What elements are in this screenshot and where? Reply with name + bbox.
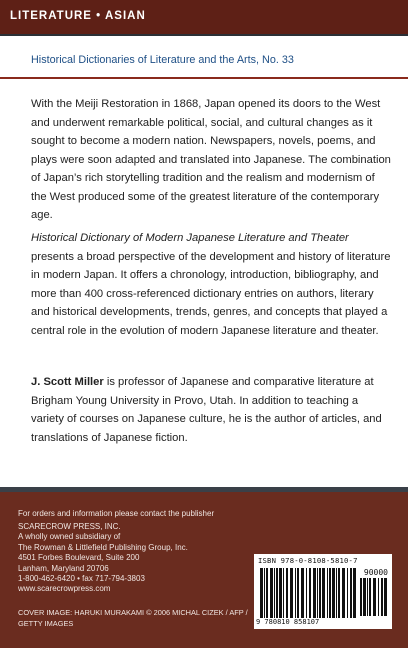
summary-paragraph: [31, 229, 393, 340]
publisher-parent: The Rowman & Littlefield Publishing Group, Inc.: [18, 542, 188, 552]
barcode-bars: [260, 568, 356, 620]
publisher-street: 4501 Forbes Boulevard, Suite 200: [18, 553, 140, 563]
price-barcode-bars: [360, 578, 388, 618]
publisher-name: SCARECROW PRESS, INC.: [18, 522, 121, 531]
publisher-city: Lanham, Maryland 20706: [18, 563, 109, 573]
author-bio: is professor of Japanese and comparative literature at Brigham Young University in Provo, Utah. In addition to teaching a variety of courses on Japanese culture, he is the author of articles, and translations of Japanese fiction.: [31, 376, 382, 444]
series-divider: [0, 77, 408, 79]
category-label: LITERATURE • ASIAN: [10, 10, 146, 22]
price-code: 90000: [363, 568, 388, 577]
isbn-label: ISBN 978-0-8108-5810-7: [258, 556, 358, 565]
book-title: Historical Dictionary of Modern Japanese Literature and Theater: [31, 232, 349, 244]
author-name: J. Scott Miller: [31, 376, 104, 388]
publisher-phone: 1-800-462-6420 • fax 717-794-3803: [18, 574, 145, 584]
description-paragraph: With the Meiji Restoration in 1868, Japan opened its doors to the West and underwent remarkable political, social, and cultural changes as it sought to become a modern nation. Newspapers, novels, poems, and plays were soon adapted and translated into Japanese. The combination of Japan’s rich storytelling tradition and the realism and modernism of the West produced some of the greatest literature of the contemporary age.: [31, 98, 391, 221]
barcode-digits: 9 780810 858107: [256, 618, 320, 626]
summary-text: presents a broad perspective of the development and history of literature in modern Japan. It offers a chronology, introduction, bibliography, and more than 400 cross-referenced dictionary entries on authors, literary and historical developments, trends, genres, and concepts that played a central role in the evolution of modern Japanese literature and theater.: [31, 250, 391, 337]
barcode: [254, 554, 392, 629]
publisher-subsidiary: A wholly owned subsidiary of: [18, 532, 121, 542]
cover-credit: COVER IMAGE: HARUKI MURAKAMI © 2006 MICHAL CIZEK / AFP / GETTY IMAGES: [18, 608, 248, 628]
publisher-address: [18, 522, 188, 595]
publisher-website[interactable]: www.scarecrowpress.com: [18, 584, 111, 594]
publisher-footer: [0, 487, 408, 648]
footer-top-rule: [0, 487, 408, 492]
author-paragraph: [31, 373, 393, 447]
category-band: [0, 0, 408, 36]
category-band-rule: [0, 34, 408, 36]
publisher-contact: For orders and information please contact the publisher: [18, 509, 215, 518]
series-title: Historical Dictionaries of Literature and the Arts, No. 33: [31, 54, 294, 66]
